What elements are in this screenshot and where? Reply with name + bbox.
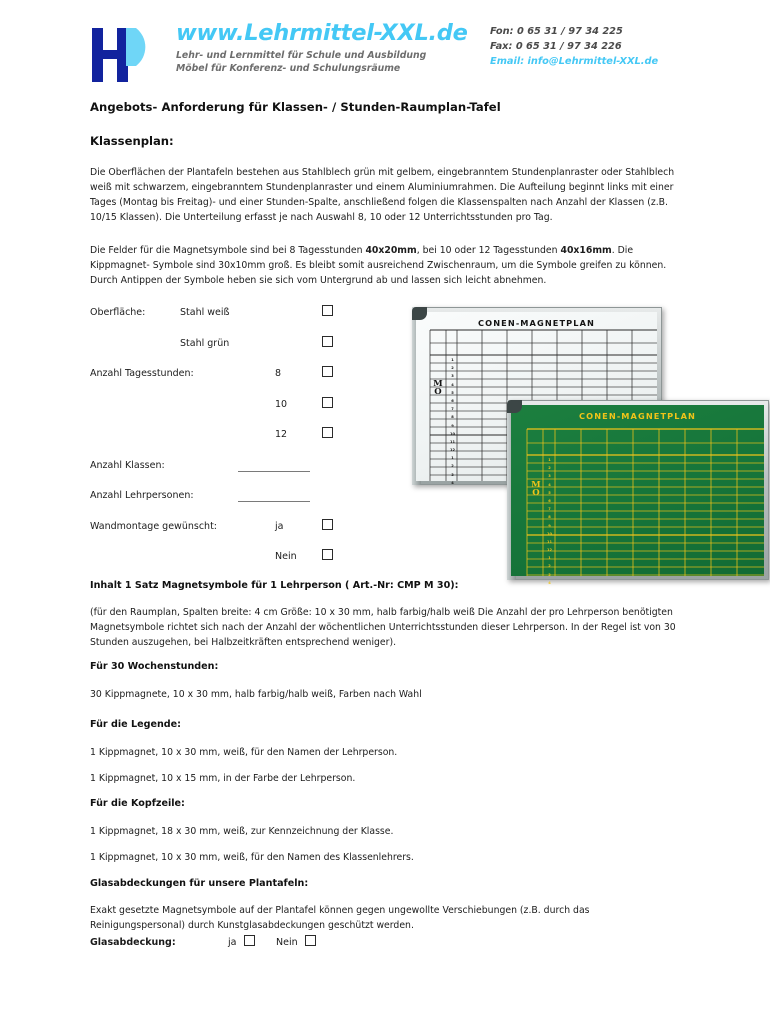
board-hour-number: 1: [548, 458, 551, 462]
board-hour-number: 7: [548, 507, 551, 512]
board-hour-number: 6: [451, 398, 454, 403]
form-row-option-label: Stahl weiß: [180, 307, 230, 318]
contact-fax: Fax: 0 65 31 / 97 34 226: [490, 40, 622, 52]
glass-cover-yes-checkbox[interactable]: [244, 935, 255, 946]
section-heading-kopfzeile: Für die Kopfzeile:: [90, 798, 185, 809]
form-row: [90, 397, 370, 428]
order-form: [90, 305, 370, 580]
board-surface-green: [511, 405, 764, 585]
board-hour-number: 9: [451, 423, 454, 428]
section-body-wochenstunden: 30 Kippmagnete, 10 x 30 mm, halb farbig/halb weiß, Farben nach Wahl: [90, 689, 422, 700]
brand-tagline-line1: Lehr- und Lernmittel für Schule und Ausbildung: [176, 49, 427, 61]
form-checkbox[interactable]: [322, 397, 333, 408]
board-hour-number: 5: [451, 390, 454, 395]
form-row-label: Anzahl Klassen:: [90, 459, 165, 471]
form-row: [90, 427, 370, 458]
board-corner-cap: [412, 307, 427, 320]
board-hour-number: 6: [548, 498, 551, 503]
contact-email: Email: info@Lehrmittel-XXL.de: [490, 55, 659, 67]
felder-text-a: Die Felder für die Magnetsymbole sind bei 8 Tagesstunden: [90, 245, 366, 256]
form-row-option-label: ja: [275, 520, 284, 532]
form-row: [90, 519, 370, 550]
section-body-legende: 1 Kippmagnet, 10 x 30 mm, weiß, für den Namen der Lehrperson.: [90, 747, 398, 758]
section-heading-wochenstunden: Für 30 Wochenstunden:: [90, 661, 219, 672]
board-hour-number: 3: [548, 572, 551, 577]
form-row: [90, 488, 370, 519]
section-body-inhalt: (für den Raumplan, Spalten breite: 4 cm Größe: 10 x 30 mm, halb farbig/halb weiß Die Anzahl der pro Lehrperson benötigten Magnetsymbole richtet sich nach der Anzahl der wöchentlichen Unterrichtsstunden dieser Lehrperson. In der Regel ist von 30 Stunden auszugehen, bei Halbzeitkräften entsprechend weniger).: [90, 607, 676, 649]
felder-size-2: 40x16mm: [560, 245, 612, 256]
section-body-glasabdeckungen: Exakt gesetzte Magnetsymbole auf der Plantafel können gegen ungewollte Verschiebungen (z.B. durch das Reinigungspersonal) durch Kunstglasabdeckungen geschützt werden.: [90, 905, 590, 932]
section-heading-glasabdeckungen: Glasabdeckungen für unsere Plantafeln:: [90, 878, 309, 889]
form-row: [90, 366, 370, 397]
board-hour-number: 2: [451, 464, 454, 469]
form-row: [90, 549, 370, 580]
glass-cover-row: [90, 935, 490, 955]
board-hour-numbers-green: [544, 456, 555, 587]
form-row-option-label: 12: [275, 429, 288, 440]
form-checkbox[interactable]: [322, 336, 333, 347]
board-hour-number: 4: [548, 580, 551, 585]
section-body-kopfzeile: 1 Kippmagnet, 18 x 30 mm, weiß, zur Kennzeichnung der Klasse.: [90, 826, 394, 837]
form-row: [90, 458, 370, 489]
board-hour-number: 10: [546, 531, 552, 536]
brand-tagline: [176, 49, 486, 75]
board-hour-number: 7: [451, 407, 454, 412]
form-checkbox[interactable]: [322, 519, 333, 530]
board-hour-number: 11: [449, 439, 455, 444]
board-hour-numbers-white: [447, 356, 458, 487]
board-hour-number: 3: [451, 472, 454, 477]
board-hour-number: 3: [548, 474, 551, 479]
board-hour-number: 2: [548, 466, 551, 471]
brand-block: [176, 22, 486, 75]
board-hour-number: 12: [449, 448, 455, 453]
paragraph-intro: Die Oberflächen der Plantafeln bestehen aus Stahlblech grün mit gelbem, eingebranntem Stundenplanraster oder Stahlblech weiß mit schwarzem, eingebranntem Stundenplanraster und einem Aluminiumrahmen. Die Aufteilung beginnt links mit einer Tages (Montag bis Freitag)- und einer Stunden-Spalte, anschließend folgen die Klassenspalten nach Anzahl der Klassen (z.B. 10/15 Klassen). Die Unterteilung erfasst je nach Auswahl 8, 10 oder 12 Unterrichtsstunden pro Tag.: [90, 167, 675, 224]
board-hour-number: 3: [451, 374, 454, 379]
board-corner-cap: [507, 400, 522, 413]
form-checkbox[interactable]: [322, 427, 333, 438]
form-fill-in-line[interactable]: [238, 501, 310, 502]
board-hour-number: 2: [451, 366, 454, 371]
form-row-label: Oberfläche:: [90, 307, 146, 318]
product-images: [395, 300, 760, 585]
form-row: [90, 305, 370, 336]
form-row-label: Wandmontage gewünscht:: [90, 520, 217, 532]
form-checkbox[interactable]: [322, 549, 333, 560]
board-hour-number: 8: [548, 515, 551, 520]
board-hour-number: 4: [451, 480, 454, 485]
brand-url: www.Lehrmittel-XXL.de: [176, 20, 468, 46]
board-hour-number: 1: [451, 456, 454, 461]
form-row-option-label: Stahl grün: [180, 337, 230, 349]
glass-cover-no-checkbox[interactable]: [305, 935, 316, 946]
form-row: [90, 336, 370, 367]
contact-block: [490, 25, 705, 70]
board-hour-number: 4: [548, 482, 551, 487]
page-header: [90, 22, 700, 92]
section-heading-legende: Für die Legende:: [90, 719, 182, 730]
section-body2-kopfzeile: 1 Kippmagnet, 10 x 30 mm, weiß, für den Namen des Klassenlehrers.: [90, 852, 414, 863]
section-body2-legende: 1 Kippmagnet, 10 x 15 mm, in der Farbe der Lehrperson.: [90, 773, 356, 784]
form-row-option-label: 8: [275, 368, 282, 379]
section-title-klassenplan: Klassenplan:: [90, 134, 174, 148]
form-row-option-label: 10: [275, 398, 288, 410]
felder-text-d: . Die Kippmagnet- Symbole sind 30x10mm groß. Es bleibt somit ausreichend Zwischenraum, um die Symbole greifen zu können. Durch Antippen der Symbole heben sie sich vom Untergrund ab und lassen sich leicht abnehmen.: [90, 245, 667, 287]
glass-cover-no-label: Nein: [276, 937, 298, 948]
board-day-label-green: [531, 481, 541, 497]
board-hour-number: 1: [548, 556, 551, 561]
board-day-letter: O: [434, 387, 442, 398]
hp-logo-icon: [90, 26, 168, 84]
board-title-green: CONEN-MAGNETPLAN: [579, 411, 696, 421]
board-hour-number: 10: [449, 431, 455, 436]
board-title-white: CONEN-MAGNETPLAN: [478, 318, 595, 328]
section-heading-inhalt: Inhalt 1 Satz Magnetsymbole für 1 Lehrperson ( Art.-Nr: CMP M 30):: [90, 580, 459, 591]
paragraph-felder: [90, 243, 682, 288]
board-day-label-white: [433, 380, 443, 396]
board-hour-number: 11: [546, 539, 552, 544]
form-checkbox[interactable]: [322, 305, 333, 316]
felder-size-1: 40x20mm: [365, 245, 417, 256]
form-row-option-label: Nein: [275, 551, 297, 562]
form-row-label: Anzahl Lehrpersonen:: [90, 490, 194, 501]
board-hour-number: 5: [548, 490, 551, 495]
board-hour-number: 8: [451, 415, 454, 420]
board-hour-number: 12: [546, 548, 552, 553]
felder-text-c: , bei 10 oder 12 Tagesstunden: [416, 245, 561, 256]
page-title: Angebots- Anforderung für Klassen- / Stunden-Raumplan-Tafel: [90, 100, 501, 114]
board-hour-number: 9: [548, 523, 551, 528]
glass-cover-label: Glasabdeckung:: [90, 937, 176, 948]
board-hour-number: 4: [451, 382, 454, 387]
form-fill-in-line[interactable]: [238, 471, 310, 472]
board-day-letter: M: [433, 379, 443, 389]
contact-phone: Fon: 0 65 31 / 97 34 225: [490, 26, 623, 37]
product-image-green-board: [507, 400, 769, 585]
brand-tagline-line2: Möbel für Konferenz- und Schulungsräume: [176, 62, 401, 74]
glass-cover-yes-label: ja: [228, 937, 237, 948]
form-checkbox[interactable]: [322, 366, 333, 377]
form-row-label: Anzahl Tagesstunden:: [90, 368, 194, 379]
board-hour-number: 1: [451, 358, 454, 362]
board-day-letter: M: [531, 480, 541, 490]
board-day-letter: O: [532, 488, 540, 499]
board-hour-number: 2: [548, 564, 551, 569]
